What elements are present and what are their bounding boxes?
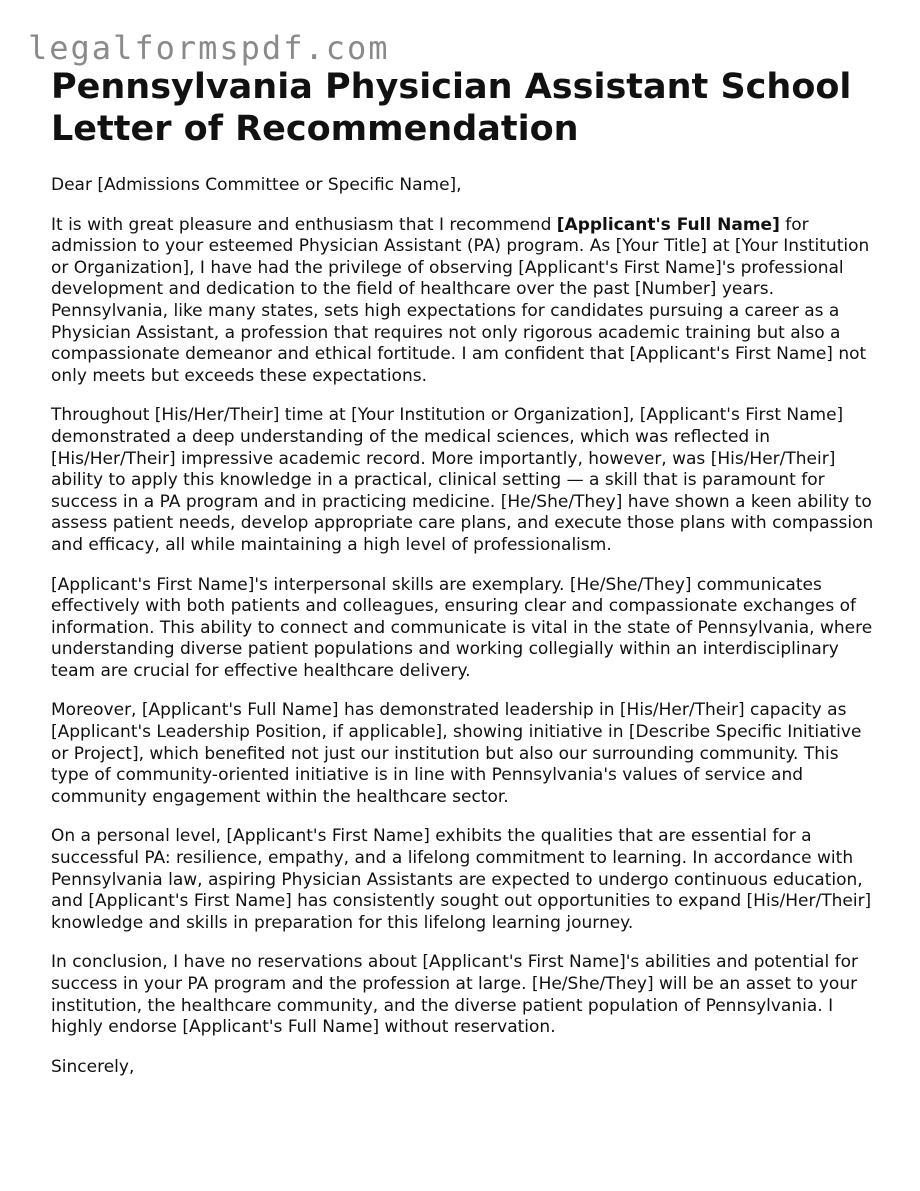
salutation: Dear [Admissions Committee or Specific Name],	[51, 175, 462, 195]
paragraph-academics: Throughout [His/Her/Their] time at [Your Institution or Organization], [Applicant's First Name] demonstrated a deep understanding of the medical sciences, which was reflected in [His/Her/Their] impressive academic record. More importantly, however, was [His/Her/Their] ability to apply this knowledge in a practical, clinical setting — a skill that is paramount for success in a PA program and in practicing medicine. [He/She/They] have shown a keen ability to assess patient needs, develop appropriate care plans, and execute those plans with compassion and efficacy, all while maintaining a high level of professionalism.	[51, 405, 874, 555]
paragraph-conclusion: In conclusion, I have no reservations about [Applicant's First Name]'s abilities and potential for success in your PA program and the profession at large. [He/She/They] will be an asset to your institution, the healthcare community, and the diverse patient population of Pennsylvania. I highly endorse [Applicant's Full Name] without reservation.	[51, 952, 858, 1038]
paragraph-intro-before: It is with great pleasure and enthusiasm that I recommend	[51, 214, 557, 235]
letter-body	[51, 175, 881, 1096]
watermark: legalformspdf.com	[28, 29, 390, 67]
paragraph-interpersonal: [Applicant's First Name]'s interpersonal skills are exemplary. [He/She/They] communicates effectively with both patients and colleagues, ensuring clear and compassionate exchanges of information. This ability to connect and communicate is vital in the state of Pennsylvania, where understanding diverse patient populations and working collegially within an interdisciplinary team are crucial for effective healthcare delivery.	[51, 574, 873, 681]
applicant-full-name-bold: [Applicant's Full Name]	[556, 214, 780, 235]
paragraph-leadership: Moreover, [Applicant's Full Name] has demonstrated leadership in [His/Her/Their] capacity as [Applicant's Leadership Position, if applicable], showing initiative in [Describe Specific Initiative or Project], which benefited not just our institution but also our surrounding community. This type of community-oriented initiative is in line with Pennsylvania's values of service and community engagement within the healthcare sector.	[51, 700, 862, 807]
closing: Sincerely,	[51, 1056, 135, 1077]
paragraph-intro	[51, 215, 881, 388]
paragraph-intro-after: for admission to your esteemed Physician Assistant (PA) program. As [Your Title] at [Your Institution or Organization], I have had the privilege of observing [Applicant's First Name]'s professional development and dedication to the field of healthcare over the past [Number] years. Pennsylvania, like many states, sets high expectations for candidates pursuing a career as a Physician Assistant, a profession that requires not only rigorous academic training but also a compassionate demeanor and ethical fortitude. I am confident that [Applicant's First Name] not only meets but exceeds these expectations.	[51, 214, 870, 386]
paragraph-personal: On a personal level, [Applicant's First Name] exhibits the qualities that are essential for a successful PA: resilience, empathy, and a lifelong commitment to learning. In accordance with Pennsylvania law, aspiring Physician Assistants are expected to undergo continuous education, and [Applicant's First Name] has consistently sought out opportunities to expand [His/Her/Their] knowledge and skills in preparation for this lifelong learning journey.	[51, 826, 872, 933]
document-title: Pennsylvania Physician Assistant School Letter of Recommendation	[51, 67, 852, 149]
